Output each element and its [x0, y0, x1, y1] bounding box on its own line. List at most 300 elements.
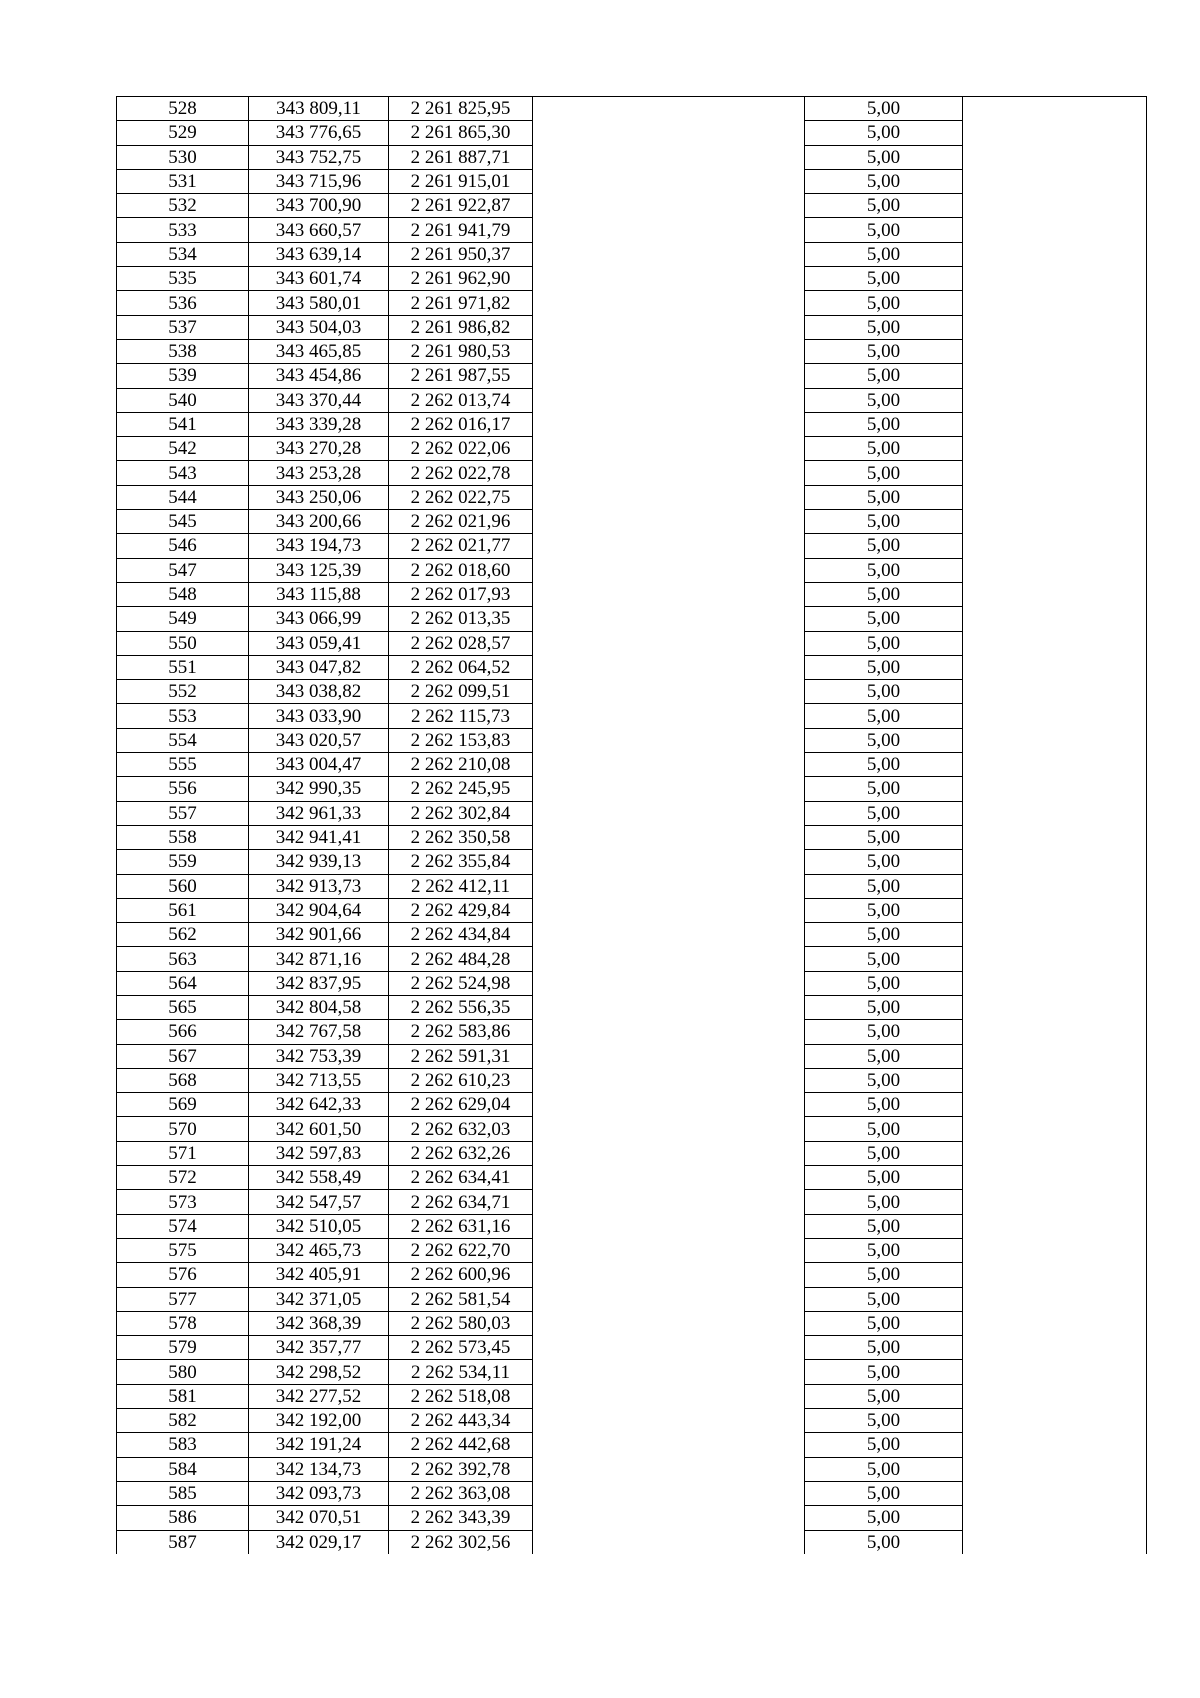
y-coordinate-cell: 2 262 429,84 — [389, 898, 533, 922]
blank-cell — [533, 485, 805, 509]
x-coordinate-cell: 342 298,52 — [249, 1360, 389, 1384]
empty-cell — [963, 291, 1147, 315]
blank-cell — [533, 558, 805, 582]
empty-cell — [963, 655, 1147, 679]
y-coordinate-cell: 2 262 610,23 — [389, 1068, 533, 1092]
blank-cell — [533, 874, 805, 898]
blank-cell — [533, 971, 805, 995]
empty-cell — [963, 1336, 1147, 1360]
y-coordinate-cell: 2 262 013,35 — [389, 607, 533, 631]
accuracy-cell: 5,00 — [805, 947, 963, 971]
table-row — [117, 825, 1147, 849]
y-coordinate-cell: 2 261 980,53 — [389, 339, 533, 363]
blank-cell — [533, 534, 805, 558]
x-coordinate-cell: 343 660,57 — [249, 218, 389, 242]
accuracy-cell: 5,00 — [805, 1263, 963, 1287]
blank-cell — [533, 1481, 805, 1505]
point-number-cell: 540 — [117, 388, 249, 412]
y-coordinate-cell: 2 261 865,30 — [389, 121, 533, 145]
y-coordinate-cell: 2 262 013,74 — [389, 388, 533, 412]
point-number-cell: 548 — [117, 582, 249, 606]
empty-cell — [963, 1457, 1147, 1481]
accuracy-cell: 5,00 — [805, 631, 963, 655]
y-coordinate-cell: 2 262 016,17 — [389, 412, 533, 436]
point-number-cell: 570 — [117, 1117, 249, 1141]
x-coordinate-cell: 342 371,05 — [249, 1287, 389, 1311]
empty-cell — [963, 558, 1147, 582]
accuracy-cell: 5,00 — [805, 534, 963, 558]
table-row — [117, 753, 1147, 777]
empty-cell — [963, 801, 1147, 825]
blank-cell — [533, 194, 805, 218]
point-number-cell: 557 — [117, 801, 249, 825]
x-coordinate-cell: 343 253,28 — [249, 461, 389, 485]
point-number-cell: 550 — [117, 631, 249, 655]
y-coordinate-cell: 2 261 915,01 — [389, 169, 533, 193]
x-coordinate-cell: 342 941,41 — [249, 825, 389, 849]
accuracy-cell: 5,00 — [805, 510, 963, 534]
point-number-cell: 587 — [117, 1530, 249, 1554]
point-number-cell: 558 — [117, 825, 249, 849]
x-coordinate-cell: 343 580,01 — [249, 291, 389, 315]
y-coordinate-cell: 2 262 302,84 — [389, 801, 533, 825]
table-row — [117, 291, 1147, 315]
table-row — [117, 1044, 1147, 1068]
y-coordinate-cell: 2 262 064,52 — [389, 655, 533, 679]
y-coordinate-cell: 2 262 343,39 — [389, 1506, 533, 1530]
empty-cell — [963, 485, 1147, 509]
blank-cell — [533, 242, 805, 266]
x-coordinate-cell: 343 004,47 — [249, 753, 389, 777]
point-number-cell: 564 — [117, 971, 249, 995]
y-coordinate-cell: 2 262 115,73 — [389, 704, 533, 728]
accuracy-cell: 5,00 — [805, 461, 963, 485]
y-coordinate-cell: 2 262 028,57 — [389, 631, 533, 655]
accuracy-cell: 5,00 — [805, 1020, 963, 1044]
point-number-cell: 546 — [117, 534, 249, 558]
y-coordinate-cell: 2 262 245,95 — [389, 777, 533, 801]
blank-cell — [533, 1117, 805, 1141]
point-number-cell: 543 — [117, 461, 249, 485]
table-row — [117, 558, 1147, 582]
accuracy-cell: 5,00 — [805, 97, 963, 121]
blank-cell — [533, 898, 805, 922]
blank-cell — [533, 1068, 805, 1092]
y-coordinate-cell: 2 262 632,26 — [389, 1141, 533, 1165]
y-coordinate-cell: 2 261 986,82 — [389, 315, 533, 339]
table-row — [117, 1238, 1147, 1262]
table-row — [117, 1481, 1147, 1505]
y-coordinate-cell: 2 262 556,35 — [389, 995, 533, 1019]
empty-cell — [963, 582, 1147, 606]
table-row — [117, 218, 1147, 242]
table-row — [117, 534, 1147, 558]
point-number-cell: 537 — [117, 315, 249, 339]
y-coordinate-cell: 2 262 022,75 — [389, 485, 533, 509]
point-number-cell: 556 — [117, 777, 249, 801]
table-row — [117, 1020, 1147, 1044]
table-row — [117, 510, 1147, 534]
empty-cell — [963, 1287, 1147, 1311]
blank-cell — [533, 1530, 805, 1554]
empty-cell — [963, 1360, 1147, 1384]
point-number-cell: 528 — [117, 97, 249, 121]
accuracy-cell: 5,00 — [805, 1044, 963, 1068]
table-row — [117, 1166, 1147, 1190]
x-coordinate-cell: 342 990,35 — [249, 777, 389, 801]
coordinates-table-body — [117, 97, 1147, 1554]
x-coordinate-cell: 342 070,51 — [249, 1506, 389, 1530]
accuracy-cell: 5,00 — [805, 995, 963, 1019]
empty-cell — [963, 753, 1147, 777]
table-row — [117, 315, 1147, 339]
accuracy-cell: 5,00 — [805, 1336, 963, 1360]
x-coordinate-cell: 343 776,65 — [249, 121, 389, 145]
blank-cell — [533, 218, 805, 242]
y-coordinate-cell: 2 262 631,16 — [389, 1214, 533, 1238]
x-coordinate-cell: 342 465,73 — [249, 1238, 389, 1262]
blank-cell — [533, 1457, 805, 1481]
blank-cell — [533, 850, 805, 874]
table-row — [117, 1457, 1147, 1481]
point-number-cell: 566 — [117, 1020, 249, 1044]
accuracy-cell: 5,00 — [805, 850, 963, 874]
accuracy-cell: 5,00 — [805, 1093, 963, 1117]
empty-cell — [963, 1020, 1147, 1044]
accuracy-cell: 5,00 — [805, 680, 963, 704]
x-coordinate-cell: 342 871,16 — [249, 947, 389, 971]
y-coordinate-cell: 2 262 350,58 — [389, 825, 533, 849]
empty-cell — [963, 728, 1147, 752]
blank-cell — [533, 315, 805, 339]
point-number-cell: 549 — [117, 607, 249, 631]
point-number-cell: 577 — [117, 1287, 249, 1311]
x-coordinate-cell: 343 639,14 — [249, 242, 389, 266]
y-coordinate-cell: 2 261 962,90 — [389, 267, 533, 291]
x-coordinate-cell: 342 913,73 — [249, 874, 389, 898]
table-row — [117, 777, 1147, 801]
empty-cell — [963, 1506, 1147, 1530]
y-coordinate-cell: 2 262 534,11 — [389, 1360, 533, 1384]
accuracy-cell: 5,00 — [805, 1190, 963, 1214]
x-coordinate-cell: 343 601,74 — [249, 267, 389, 291]
blank-cell — [533, 1214, 805, 1238]
empty-cell — [963, 1117, 1147, 1141]
blank-cell — [533, 510, 805, 534]
table-row — [117, 631, 1147, 655]
x-coordinate-cell: 342 368,39 — [249, 1311, 389, 1335]
point-number-cell: 559 — [117, 850, 249, 874]
x-coordinate-cell: 342 753,39 — [249, 1044, 389, 1068]
table-row — [117, 874, 1147, 898]
blank-cell — [533, 267, 805, 291]
empty-cell — [963, 898, 1147, 922]
accuracy-cell: 5,00 — [805, 1457, 963, 1481]
point-number-cell: 542 — [117, 437, 249, 461]
x-coordinate-cell: 343 700,90 — [249, 194, 389, 218]
blank-cell — [533, 582, 805, 606]
empty-cell — [963, 218, 1147, 242]
y-coordinate-cell: 2 262 634,41 — [389, 1166, 533, 1190]
table-row — [117, 607, 1147, 631]
y-coordinate-cell: 2 261 987,55 — [389, 364, 533, 388]
blank-cell — [533, 777, 805, 801]
point-number-cell: 554 — [117, 728, 249, 752]
empty-cell — [963, 680, 1147, 704]
accuracy-cell: 5,00 — [805, 558, 963, 582]
x-coordinate-cell: 342 713,55 — [249, 1068, 389, 1092]
accuracy-cell: 5,00 — [805, 339, 963, 363]
point-number-cell: 562 — [117, 923, 249, 947]
y-coordinate-cell: 2 261 950,37 — [389, 242, 533, 266]
blank-cell — [533, 728, 805, 752]
empty-cell — [963, 704, 1147, 728]
accuracy-cell: 5,00 — [805, 753, 963, 777]
x-coordinate-cell: 343 125,39 — [249, 558, 389, 582]
x-coordinate-cell: 343 033,90 — [249, 704, 389, 728]
point-number-cell: 544 — [117, 485, 249, 509]
x-coordinate-cell: 343 115,88 — [249, 582, 389, 606]
x-coordinate-cell: 343 047,82 — [249, 655, 389, 679]
accuracy-cell: 5,00 — [805, 1214, 963, 1238]
blank-cell — [533, 1020, 805, 1044]
y-coordinate-cell: 2 262 022,06 — [389, 437, 533, 461]
y-coordinate-cell: 2 262 392,78 — [389, 1457, 533, 1481]
accuracy-cell: 5,00 — [805, 194, 963, 218]
point-number-cell: 560 — [117, 874, 249, 898]
point-number-cell: 555 — [117, 753, 249, 777]
accuracy-cell: 5,00 — [805, 1166, 963, 1190]
blank-cell — [533, 923, 805, 947]
table-row — [117, 801, 1147, 825]
point-number-cell: 569 — [117, 1093, 249, 1117]
accuracy-cell: 5,00 — [805, 1287, 963, 1311]
point-number-cell: 567 — [117, 1044, 249, 1068]
table-row — [117, 898, 1147, 922]
table-row — [117, 947, 1147, 971]
x-coordinate-cell: 342 192,00 — [249, 1409, 389, 1433]
accuracy-cell: 5,00 — [805, 291, 963, 315]
x-coordinate-cell: 342 804,58 — [249, 995, 389, 1019]
y-coordinate-cell: 2 261 971,82 — [389, 291, 533, 315]
x-coordinate-cell: 343 020,57 — [249, 728, 389, 752]
y-coordinate-cell: 2 262 021,96 — [389, 510, 533, 534]
coordinates-table — [116, 96, 1147, 1554]
accuracy-cell: 5,00 — [805, 218, 963, 242]
empty-cell — [963, 315, 1147, 339]
blank-cell — [533, 825, 805, 849]
accuracy-cell: 5,00 — [805, 1409, 963, 1433]
blank-cell — [533, 995, 805, 1019]
empty-cell — [963, 1384, 1147, 1408]
table-row — [117, 1409, 1147, 1433]
empty-cell — [963, 971, 1147, 995]
table-row — [117, 121, 1147, 145]
accuracy-cell: 5,00 — [805, 121, 963, 145]
empty-cell — [963, 1141, 1147, 1165]
point-number-cell: 534 — [117, 242, 249, 266]
empty-cell — [963, 510, 1147, 534]
accuracy-cell: 5,00 — [805, 1530, 963, 1554]
blank-cell — [533, 655, 805, 679]
point-number-cell: 532 — [117, 194, 249, 218]
accuracy-cell: 5,00 — [805, 1360, 963, 1384]
y-coordinate-cell: 2 262 573,45 — [389, 1336, 533, 1360]
empty-cell — [963, 1263, 1147, 1287]
point-number-cell: 568 — [117, 1068, 249, 1092]
point-number-cell: 585 — [117, 1481, 249, 1505]
empty-cell — [963, 121, 1147, 145]
blank-cell — [533, 1506, 805, 1530]
y-coordinate-cell: 2 262 580,03 — [389, 1311, 533, 1335]
point-number-cell: 583 — [117, 1433, 249, 1457]
empty-cell — [963, 1530, 1147, 1554]
x-coordinate-cell: 342 939,13 — [249, 850, 389, 874]
blank-cell — [533, 1190, 805, 1214]
y-coordinate-cell: 2 262 524,98 — [389, 971, 533, 995]
y-coordinate-cell: 2 262 099,51 — [389, 680, 533, 704]
point-number-cell: 563 — [117, 947, 249, 971]
blank-cell — [533, 1141, 805, 1165]
blank-cell — [533, 1238, 805, 1262]
table-row — [117, 1117, 1147, 1141]
accuracy-cell: 5,00 — [805, 267, 963, 291]
accuracy-cell: 5,00 — [805, 874, 963, 898]
accuracy-cell: 5,00 — [805, 485, 963, 509]
empty-cell — [963, 242, 1147, 266]
empty-cell — [963, 169, 1147, 193]
table-row — [117, 461, 1147, 485]
y-coordinate-cell: 2 262 518,08 — [389, 1384, 533, 1408]
blank-cell — [533, 412, 805, 436]
point-number-cell: 574 — [117, 1214, 249, 1238]
accuracy-cell: 5,00 — [805, 728, 963, 752]
x-coordinate-cell: 343 339,28 — [249, 412, 389, 436]
y-coordinate-cell: 2 262 583,86 — [389, 1020, 533, 1044]
y-coordinate-cell: 2 262 022,78 — [389, 461, 533, 485]
accuracy-cell: 5,00 — [805, 169, 963, 193]
empty-cell — [963, 364, 1147, 388]
x-coordinate-cell: 343 370,44 — [249, 388, 389, 412]
accuracy-cell: 5,00 — [805, 825, 963, 849]
y-coordinate-cell: 2 262 632,03 — [389, 1117, 533, 1141]
x-coordinate-cell: 342 837,95 — [249, 971, 389, 995]
empty-cell — [963, 1190, 1147, 1214]
accuracy-cell: 5,00 — [805, 1068, 963, 1092]
blank-cell — [533, 1093, 805, 1117]
point-number-cell: 581 — [117, 1384, 249, 1408]
blank-cell — [533, 680, 805, 704]
x-coordinate-cell: 342 601,50 — [249, 1117, 389, 1141]
x-coordinate-cell: 343 059,41 — [249, 631, 389, 655]
accuracy-cell: 5,00 — [805, 1141, 963, 1165]
accuracy-cell: 5,00 — [805, 1384, 963, 1408]
empty-cell — [963, 850, 1147, 874]
x-coordinate-cell: 342 547,57 — [249, 1190, 389, 1214]
empty-cell — [963, 1166, 1147, 1190]
blank-cell — [533, 1263, 805, 1287]
blank-cell — [533, 169, 805, 193]
blank-cell — [533, 121, 805, 145]
blank-cell — [533, 145, 805, 169]
table-row — [117, 850, 1147, 874]
empty-cell — [963, 1214, 1147, 1238]
empty-cell — [963, 825, 1147, 849]
blank-cell — [533, 631, 805, 655]
y-coordinate-cell: 2 262 355,84 — [389, 850, 533, 874]
point-number-cell: 533 — [117, 218, 249, 242]
y-coordinate-cell: 2 262 591,31 — [389, 1044, 533, 1068]
point-number-cell: 579 — [117, 1336, 249, 1360]
accuracy-cell: 5,00 — [805, 1238, 963, 1262]
x-coordinate-cell: 343 715,96 — [249, 169, 389, 193]
point-number-cell: 552 — [117, 680, 249, 704]
blank-cell — [533, 1433, 805, 1457]
table-row — [117, 923, 1147, 947]
accuracy-cell: 5,00 — [805, 242, 963, 266]
point-number-cell: 539 — [117, 364, 249, 388]
empty-cell — [963, 1068, 1147, 1092]
point-number-cell: 536 — [117, 291, 249, 315]
empty-cell — [963, 339, 1147, 363]
empty-cell — [963, 1044, 1147, 1068]
y-coordinate-cell: 2 262 634,71 — [389, 1190, 533, 1214]
x-coordinate-cell: 343 200,66 — [249, 510, 389, 534]
x-coordinate-cell: 342 961,33 — [249, 801, 389, 825]
empty-cell — [963, 1311, 1147, 1335]
table-row — [117, 995, 1147, 1019]
x-coordinate-cell: 342 191,24 — [249, 1433, 389, 1457]
x-coordinate-cell: 343 454,86 — [249, 364, 389, 388]
accuracy-cell: 5,00 — [805, 582, 963, 606]
blank-cell — [533, 1336, 805, 1360]
point-number-cell: 545 — [117, 510, 249, 534]
accuracy-cell: 5,00 — [805, 971, 963, 995]
accuracy-cell: 5,00 — [805, 1311, 963, 1335]
x-coordinate-cell: 342 901,66 — [249, 923, 389, 947]
accuracy-cell: 5,00 — [805, 777, 963, 801]
empty-cell — [963, 607, 1147, 631]
blank-cell — [533, 753, 805, 777]
accuracy-cell: 5,00 — [805, 1117, 963, 1141]
accuracy-cell: 5,00 — [805, 655, 963, 679]
table-row — [117, 97, 1147, 121]
blank-cell — [533, 461, 805, 485]
table-row — [117, 680, 1147, 704]
blank-cell — [533, 291, 805, 315]
blank-cell — [533, 339, 805, 363]
table-row — [117, 194, 1147, 218]
y-coordinate-cell: 2 262 443,34 — [389, 1409, 533, 1433]
table-row — [117, 339, 1147, 363]
empty-cell — [963, 947, 1147, 971]
point-number-cell: 565 — [117, 995, 249, 1019]
y-coordinate-cell: 2 261 922,87 — [389, 194, 533, 218]
point-number-cell: 575 — [117, 1238, 249, 1262]
y-coordinate-cell: 2 262 021,77 — [389, 534, 533, 558]
blank-cell — [533, 801, 805, 825]
y-coordinate-cell: 2 262 017,93 — [389, 582, 533, 606]
point-number-cell: 551 — [117, 655, 249, 679]
empty-cell — [963, 631, 1147, 655]
x-coordinate-cell: 343 270,28 — [249, 437, 389, 461]
x-coordinate-cell: 343 752,75 — [249, 145, 389, 169]
blank-cell — [533, 1409, 805, 1433]
table-row — [117, 1311, 1147, 1335]
point-number-cell: 541 — [117, 412, 249, 436]
blank-cell — [533, 437, 805, 461]
y-coordinate-cell: 2 262 018,60 — [389, 558, 533, 582]
